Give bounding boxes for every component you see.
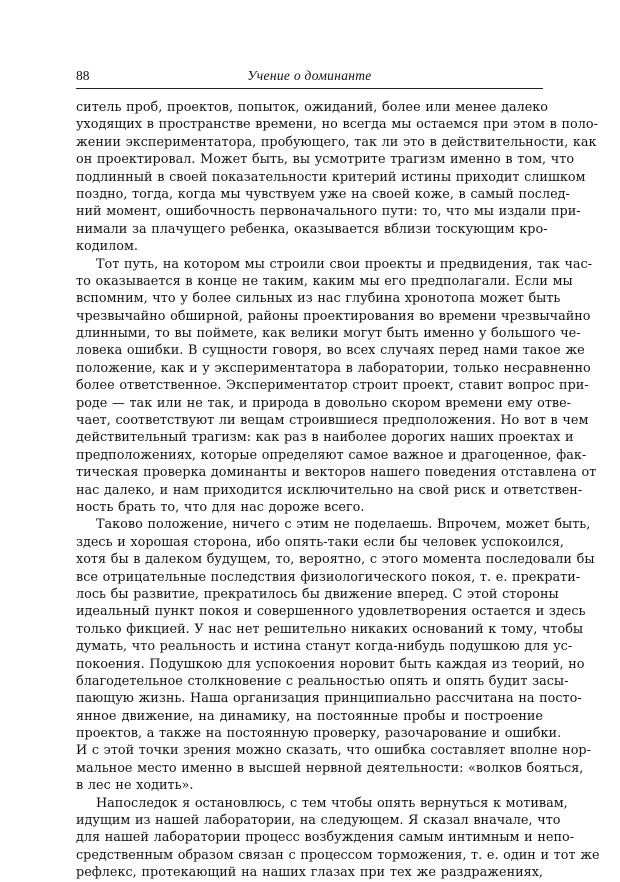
text-line: все отрицательные последствия физиологического покоя, т. е. прекрати- bbox=[76, 569, 581, 585]
text-line: ситель проб, проектов, попыток, ожиданий, более или менее далеко bbox=[76, 100, 548, 115]
text-line: предположениях, которые определяют самое важное и драгоценное, фак- bbox=[76, 447, 587, 463]
text-line: ний момент, ошибочность первоначального пути: то, что мы издали при- bbox=[76, 204, 581, 220]
text-line: здесь и хорошая сторона, ибо опять-таки если бы человек успокоился, bbox=[76, 534, 564, 550]
text-line: пающую жизнь. Наша организация принципиально рассчитана на посто- bbox=[76, 691, 582, 707]
text-line: думать, что реальность и истина станут когда-нибудь подушкою для ус- bbox=[76, 639, 573, 655]
paragraph-first-line: Напоследок я остановлюсь, с тем чтобы опять вернуться к мотивам, bbox=[96, 795, 568, 811]
text-line: действительный трагизм: как раз в наиболее дорогих наших проектах и bbox=[76, 430, 574, 446]
text-line: рефлекс, протекающий на наших глазах при тех же раздражениях, bbox=[76, 865, 543, 881]
text-line: длинными, то вы поймете, как велики могут быть именно у большого че- bbox=[76, 326, 581, 342]
text-line: жении экспериментатора, пробующего, так ли это в действительности, как bbox=[76, 134, 597, 150]
text-line: то оказывается в конце не таким, каким мы его предполагали. Если мы bbox=[76, 273, 573, 289]
running-title: Учение о доминанте bbox=[247, 68, 372, 83]
text-line: только фикцией. У нас нет решительно никаких оснований к тому, чтобы bbox=[76, 621, 584, 637]
text-line: нас далеко, и нам приходится исключительно на свой риск и ответствен- bbox=[76, 482, 583, 498]
text-line: более ответственное. Экспериментатор строит проект, ставит вопрос при- bbox=[76, 378, 589, 394]
text-line: чает, соответствуют ли вещам строившиеся предположения. Но вот в чем bbox=[76, 413, 589, 429]
text-line: средственным образом связан с процессом торможения, т. е. один и тот же bbox=[76, 847, 600, 863]
text-line: чрезвычайно обширной, районы проектирования во времени чрезвычайно bbox=[76, 308, 591, 324]
text-line: лось бы развитие, прекратилось бы движение вперед. С этой стороны bbox=[76, 586, 559, 602]
text-line: идущим из нашей лаборатории, на следующем. Я сказал вначале, что bbox=[76, 813, 561, 829]
text-line: янное движение, на динамику, на постоянные пробы и построение bbox=[76, 708, 543, 724]
text-line: в лес не ходить». bbox=[76, 778, 194, 794]
text-line: поздно, тогда, когда мы чувствуем уже на своей коже, в самый послед- bbox=[76, 186, 570, 202]
text-line: ловека ошибки. В сущности говоря, во всех случаях перед нами такое же bbox=[76, 343, 585, 359]
text-line: ность брать то, что для нас дороже всего. bbox=[76, 499, 365, 515]
page-number: 88 bbox=[76, 68, 90, 83]
text-line: для нашей лаборатории процесс возбуждения самым интимным и непо- bbox=[76, 830, 575, 846]
text-line: мальное место именно в высшей нервной деятельности: «волков бояться, bbox=[76, 760, 584, 776]
text-line: положение, как и у экспериментатора в лаборатории, только несравненно bbox=[76, 360, 591, 376]
text-line: проектов, а также на постоянную проверку, разочарование и ошибки. bbox=[76, 726, 562, 742]
text-line: подлинный в своей показательности критерий истины приходит слишком bbox=[76, 169, 586, 185]
text-line: благодетельное столкновение с реальностью опять и опять будит засы- bbox=[76, 673, 569, 689]
text-line: уходящих в пространстве времени, но всегда мы остаемся при этом в поло- bbox=[76, 117, 598, 133]
text-line: он проектировал. Может быть, вы усмотрите трагизм именно в том, что bbox=[76, 152, 575, 168]
text-line: роде — так или не так, и природа в довольно скором времени ему отве- bbox=[76, 395, 572, 411]
body-text bbox=[76, 99, 600, 882]
text-line: вспомним, что у более сильных из нас глубина хронотопа может быть bbox=[76, 291, 561, 307]
text-line: идеальный пункт покоя и совершенного удовлетворения остается и здесь bbox=[76, 604, 586, 620]
page-header bbox=[76, 68, 543, 89]
paragraph-first-line: Таково положение, ничего с этим не поделаешь. Впрочем, может быть, bbox=[96, 517, 591, 533]
text-line: хотя бы в далеком будущем, то, вероятно, с этого момента последовали бы bbox=[76, 552, 595, 568]
text-line: И с этой точки зрения можно сказать, что ошибка составляет вполне нор- bbox=[76, 743, 591, 759]
text-line: тическая проверка доминанты и векторов нашего поведения отставлена от bbox=[76, 465, 597, 481]
text-line: нимали за плачущего ребенка, оказывается вблизи тоскующим кро- bbox=[76, 221, 548, 237]
paragraph-first-line: Тот путь, на котором мы строили свои проекты и предвидения, так час- bbox=[96, 256, 593, 272]
text-line: кодилом. bbox=[76, 239, 138, 255]
text-line: покоения. Подушкою для успокоения норовит быть каждая из теорий, но bbox=[76, 656, 585, 672]
